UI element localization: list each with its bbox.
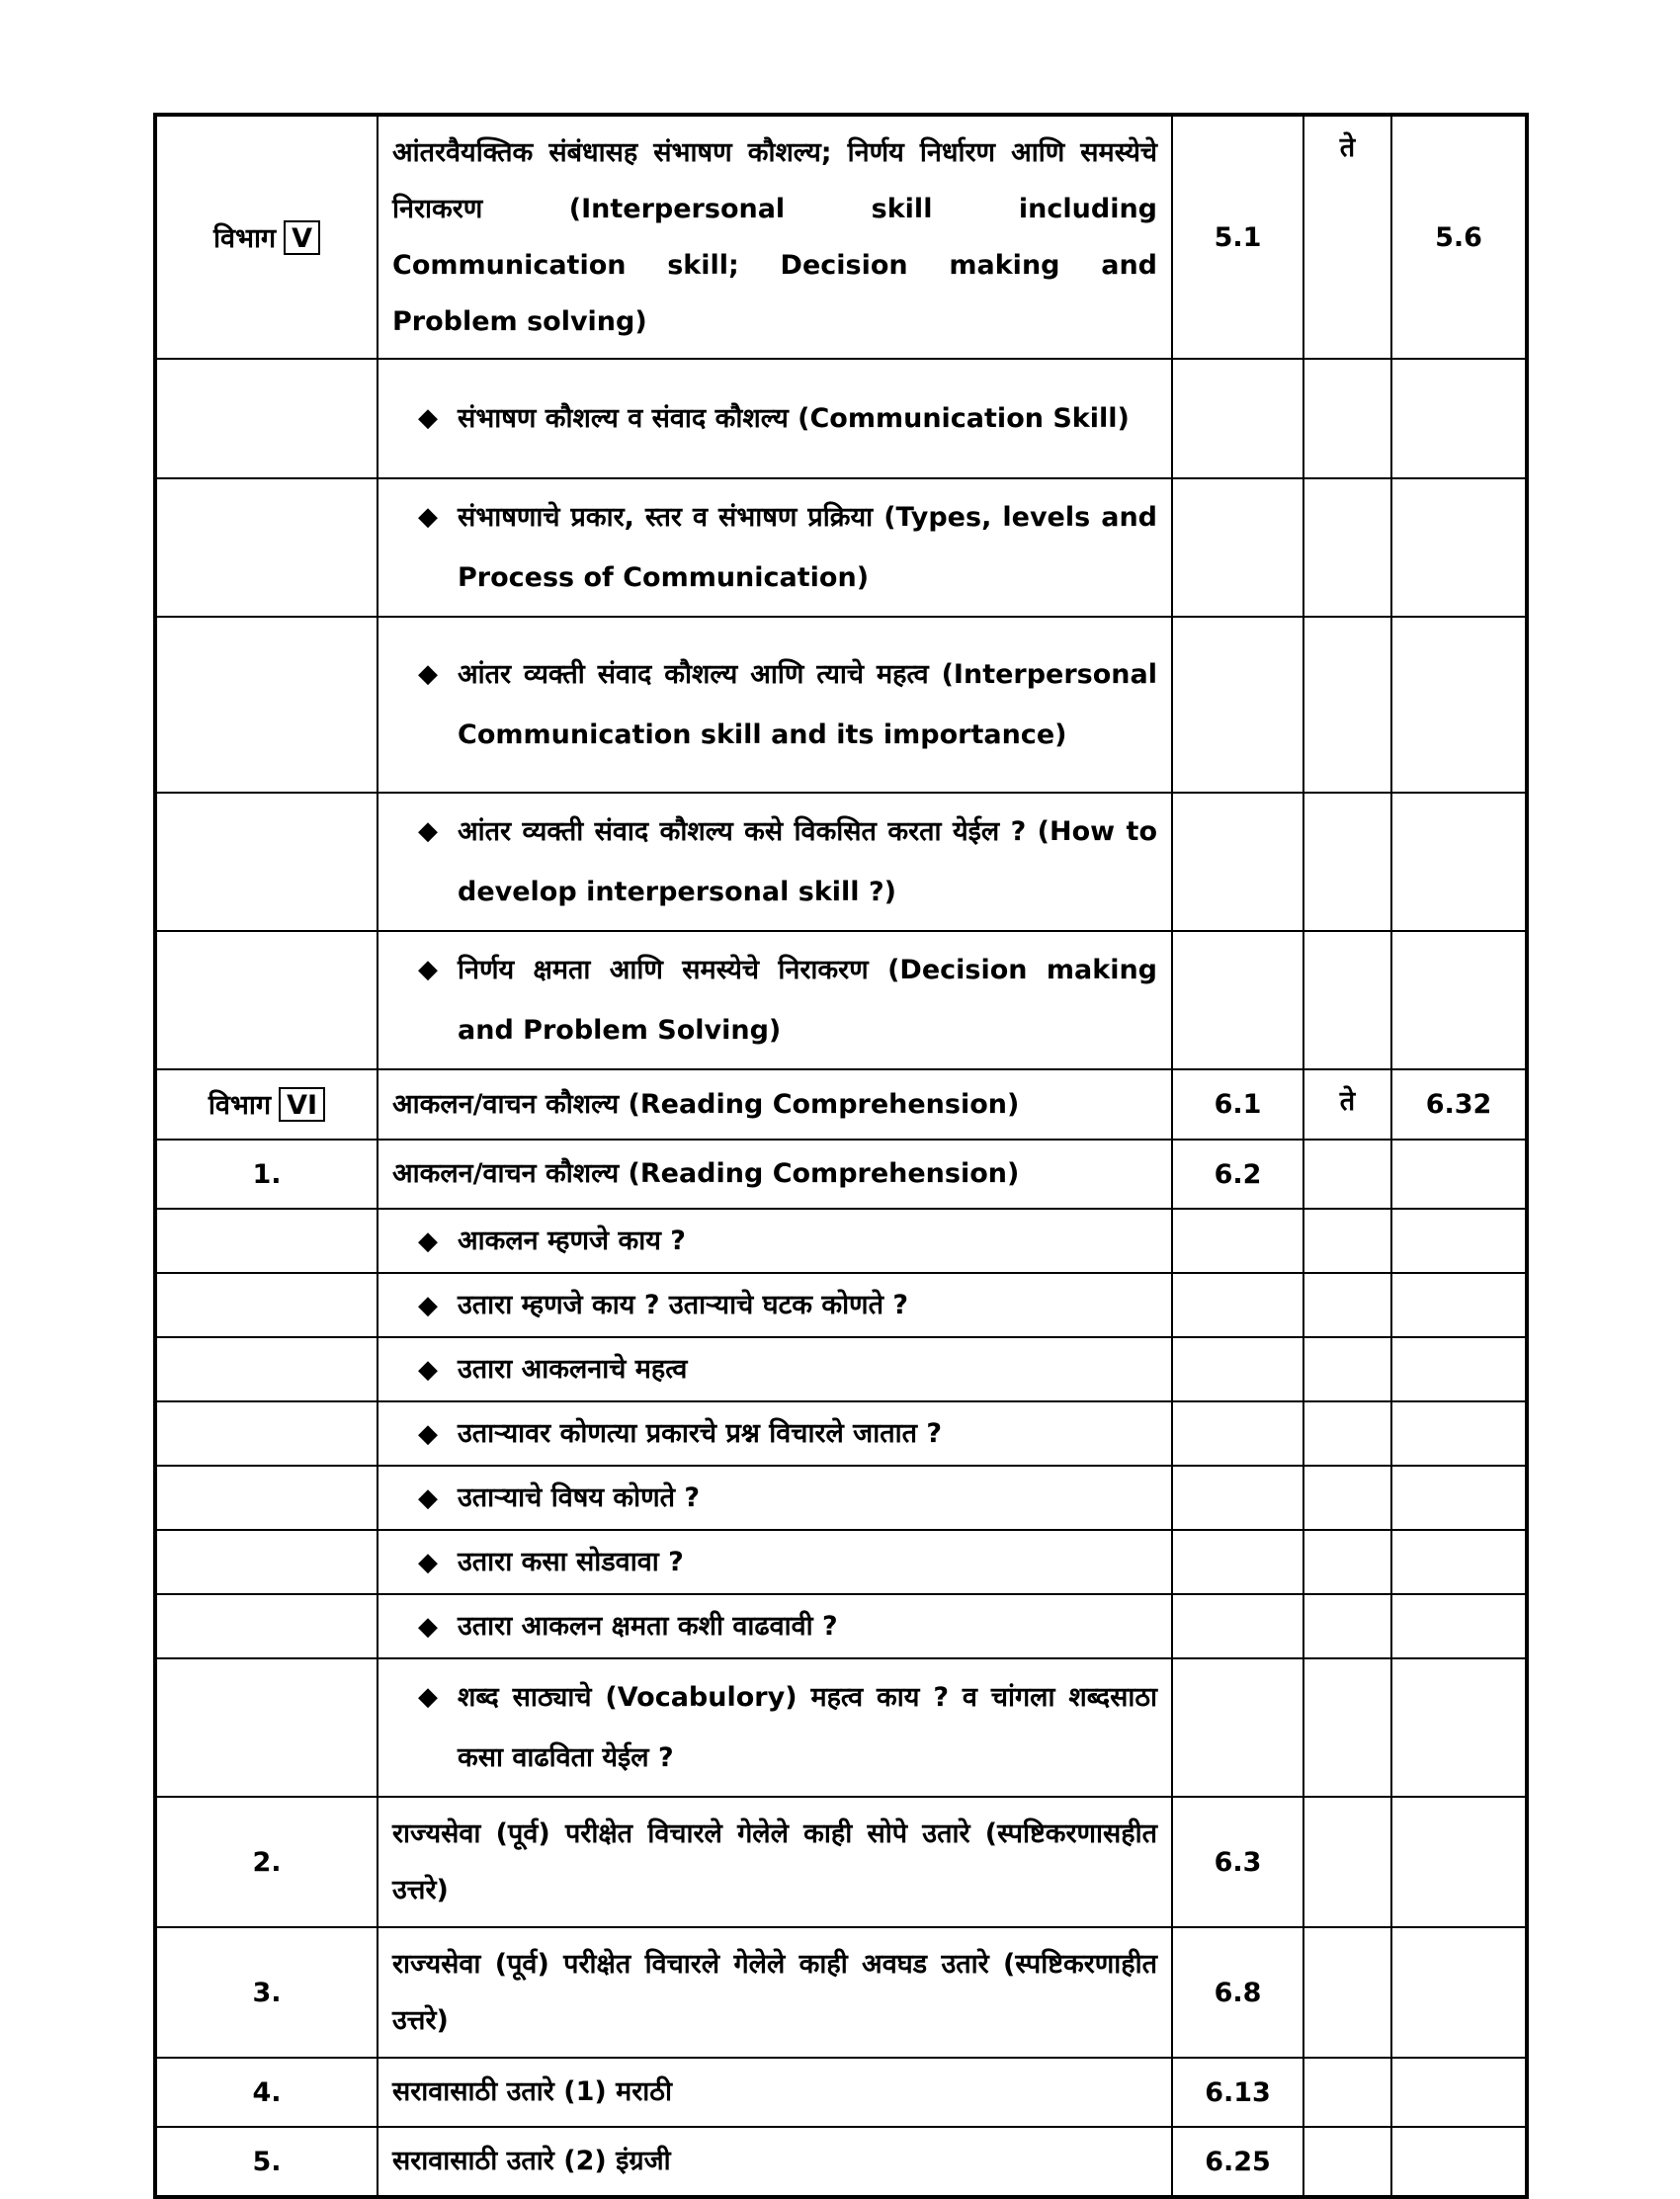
diamond-bullet-icon: ◆ [418,1354,438,1385]
item-page: 6.2 [1172,1140,1303,1209]
list-item [155,359,1527,478]
diamond-bullet-icon: ◆ [418,816,438,846]
list-item-text: उतारा आकलनाचे महत्व [458,1353,688,1385]
table-row [155,2058,1527,2127]
list-item [155,931,1527,1069]
list-item-text: शब्द साठ्याचे (Vocabulory) महत्व काय ? व चांगला शब्दसाठा कसा वाढविता येईल ? [458,1682,1157,1773]
list-item [155,617,1527,793]
list-item [155,1658,1527,1797]
diamond-bullet-icon: ◆ [418,955,438,984]
table-row [155,1797,1527,1927]
section-start-page: 5.1 [1172,115,1303,359]
list-item [155,1337,1527,1401]
diamond-bullet-icon: ◆ [418,659,438,689]
diamond-bullet-icon: ◆ [418,1682,438,1712]
section-label-cell [155,115,378,359]
list-item-text: उताऱ्यावर कोणत्या प्रकारचे प्रश्न विचारले जातात ? [458,1417,943,1449]
diamond-bullet-icon: ◆ [418,1226,438,1256]
section-to: ते [1303,1069,1391,1140]
list-item [155,1466,1527,1530]
list-item-text: संभाषणाचे प्रकार, स्तर व संभाषण प्रक्रिया (Types, levels and Process of Communication) [458,502,1157,593]
list-item-text: उतारा म्हणजे काय ? उताऱ्याचे घटक कोणते ? [458,1289,909,1320]
section-roman: V [284,220,320,255]
diamond-bullet-icon: ◆ [418,1290,438,1320]
section-row [155,1069,1527,1140]
contents-table [153,113,1529,2199]
list-item [155,1273,1527,1337]
table-row [155,1927,1527,2058]
section-end-page: 6.32 [1391,1069,1527,1140]
item-page: 6.25 [1172,2127,1303,2197]
item-page: 6.3 [1172,1797,1303,1927]
section-title-cell [378,115,1172,359]
section-title: आकलन/वाचन कौशल्य (Reading Comprehension) [392,1088,1020,1120]
item-text: सरावासाठी उतारे (2) इंग्रजी [392,2146,671,2176]
item-number: 1. [155,1140,378,1209]
section-to: ते [1303,115,1391,359]
list-item-text: उतारा आकलन क्षमता कशी वाढवावी ? [458,1610,838,1642]
section-title: आंतरवैयक्तिक संबंधासह संभाषण कौशल्य; निर्णय निर्धारण आणि समस्येचे निराकरण (Interpersonal skill including Communication skill; Decision making and Problem solving) [392,137,1157,337]
diamond-bullet-icon: ◆ [418,502,438,532]
list-item [155,478,1527,617]
list-item [155,793,1527,931]
list-item-text: निर्णय क्षमता आणि समस्येचे निराकरण (Decision making and Problem Solving) [458,955,1157,1046]
item-page: 6.13 [1172,2058,1303,2127]
diamond-bullet-icon: ◆ [418,1482,438,1513]
table-row [155,2127,1527,2197]
section-title-cell [378,1069,1172,1140]
diamond-bullet-icon: ◆ [418,1418,438,1449]
list-item [155,1209,1527,1273]
list-item-text: आंतर व्यक्ती संवाद कौशल्य कसे विकसित करता येईल ? (How to develop interpersonal skill ?) [458,816,1157,907]
item-text: राज्यसेवा (पूर्व) परीक्षेत विचारले गेलेले काही सोपे उतारे (स्पष्टिकरणासहीत उत्तरे) [392,1818,1157,1905]
diamond-bullet-icon: ◆ [418,403,438,433]
section-label-cell [155,1069,378,1140]
diamond-bullet-icon: ◆ [418,1611,438,1642]
diamond-bullet-icon: ◆ [418,1547,438,1577]
item-text: सरावासाठी उतारे (1) मराठी [392,2076,672,2107]
list-item [155,1401,1527,1466]
list-item-text: उताऱ्याचे विषय कोणते ? [458,1481,701,1513]
item-number: 5. [155,2127,378,2197]
section-row [155,115,1527,359]
item-number: 3. [155,1927,378,2058]
item-page: 6.8 [1172,1927,1303,2058]
item-text: आकलन/वाचन कौशल्य (Reading Comprehension) [392,1158,1020,1189]
table-row [155,1140,1527,1209]
list-item-text: उतारा कसा सोडवावा ? [458,1546,684,1577]
list-item-text: संभाषण कौशल्य व संवाद कौशल्य (Communication Skill) [458,403,1130,434]
item-number: 4. [155,2058,378,2127]
section-end-page: 5.6 [1391,115,1527,359]
section-label: विभाग [212,222,277,254]
section-roman: VI [279,1087,325,1122]
list-item-text: आकलन म्हणजे काय ? [458,1225,686,1256]
item-text: राज्यसेवा (पूर्व) परीक्षेत विचारले गेलेले काही अवघड उतारे (स्पष्टिकरणाहीत उत्तरे) [392,1949,1157,2036]
list-item [155,1530,1527,1594]
list-item [155,1594,1527,1658]
list-item-text: आंतर व्यक्ती संवाद कौशल्य आणि त्याचे महत्व (Interpersonal Communication skill and its importance) [458,659,1157,750]
section-start-page: 6.1 [1172,1069,1303,1140]
item-number: 2. [155,1797,378,1927]
section-label: विभाग [208,1090,272,1121]
